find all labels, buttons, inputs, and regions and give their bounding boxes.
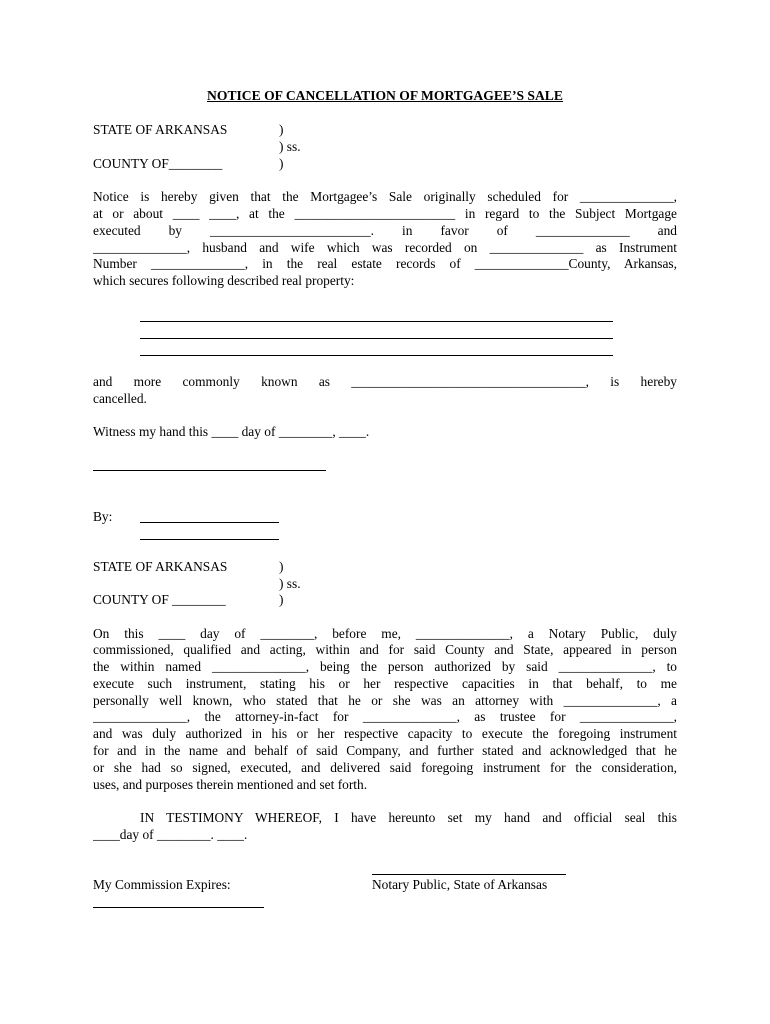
notary-public-label: Notary Public, State of Arkansas [372, 877, 548, 892]
venue-county: COUNTY OF ________ [93, 592, 226, 607]
acknowledgment-line: uses, and purposes therein mentioned and set forth. [93, 777, 368, 792]
notice-line: Number ______________, in the real estate records of ______________County, Arkansas, [93, 256, 677, 271]
venue-paren-top: ) [279, 559, 284, 574]
testimony-line: ____day of ________. ____. [93, 827, 248, 842]
by-signature-line [140, 522, 279, 523]
notice-line: executed by ________________________. in favor of ______________ and [93, 223, 677, 238]
by-label: By: [93, 509, 113, 524]
acknowledgment-line: personally well known, who stated that he or she was an attorney with ______________, a [93, 693, 677, 708]
venue-paren-bottom: ) [279, 156, 284, 171]
acknowledgment-line: for and in the name and behalf of said Company, and further stated and acknowledged that he [93, 743, 677, 758]
venue-county: COUNTY OF________ [93, 156, 223, 171]
by-title-line [140, 539, 279, 540]
acknowledgment-line: or she had so signed, executed, and delivered said foregoing instrument for the consideration, [93, 760, 677, 775]
document-title: NOTICE OF CANCELLATION OF MORTGAGEE’S SALE [207, 88, 563, 103]
notice-line: which secures following described real property: [93, 273, 355, 288]
acknowledgment-line: and was duly authorized in his or her respective capacity to execute the foregoing instrument [93, 726, 677, 741]
acknowledgment-line: execute such instrument, stating his or her respective capacities in that behalf, to me [93, 676, 677, 691]
acknowledgment-line: On this ____ day of ________, before me, ______________, a Notary Public, duly [93, 626, 677, 641]
venue-state: STATE OF ARKANSAS [93, 559, 228, 574]
venue-paren-bottom: ) [279, 592, 284, 607]
notary-signature-line [372, 874, 566, 875]
acknowledgment-line: commissioned, qualified and acting, within and for said County and State, appeared in person [93, 642, 677, 657]
venue-paren-top: ) [279, 122, 284, 137]
commission-expires-label: My Commission Expires: [93, 877, 231, 892]
commission-expiry-line [93, 907, 264, 908]
venue-paren-ss: ) ss. [279, 139, 301, 154]
known-as-line: and more commonly known as ___________________________________, is hereby [93, 374, 677, 389]
property-description-line [140, 338, 613, 339]
notice-line: Notice is hereby given that the Mortgagee’s Sale originally scheduled for ______________, [93, 189, 677, 204]
venue-paren-ss: ) ss. [279, 576, 301, 591]
acknowledgment-line: the within named ______________, being the person authorized by said ______________, to [93, 659, 677, 674]
venue-state: STATE OF ARKANSAS [93, 122, 228, 137]
witness-line: Witness my hand this ____ day of ________, ____. [93, 424, 370, 439]
acknowledgment-line: ______________, the attorney-in-fact for ______________, as trustee for ______________, [93, 709, 677, 724]
known-as-line: cancelled. [93, 391, 147, 406]
property-description-line [140, 355, 613, 356]
signature-line [93, 470, 326, 471]
notice-line: at or about ____ ____, at the ________________________ in regard to the Subject Mortgage [93, 206, 677, 221]
property-description-line [140, 321, 613, 322]
testimony-line: IN TESTIMONY WHEREOF, I have hereunto set my hand and official seal this [140, 810, 677, 825]
notice-line: ______________, husband and wife which was recorded on ______________ as Instrument [93, 240, 677, 255]
